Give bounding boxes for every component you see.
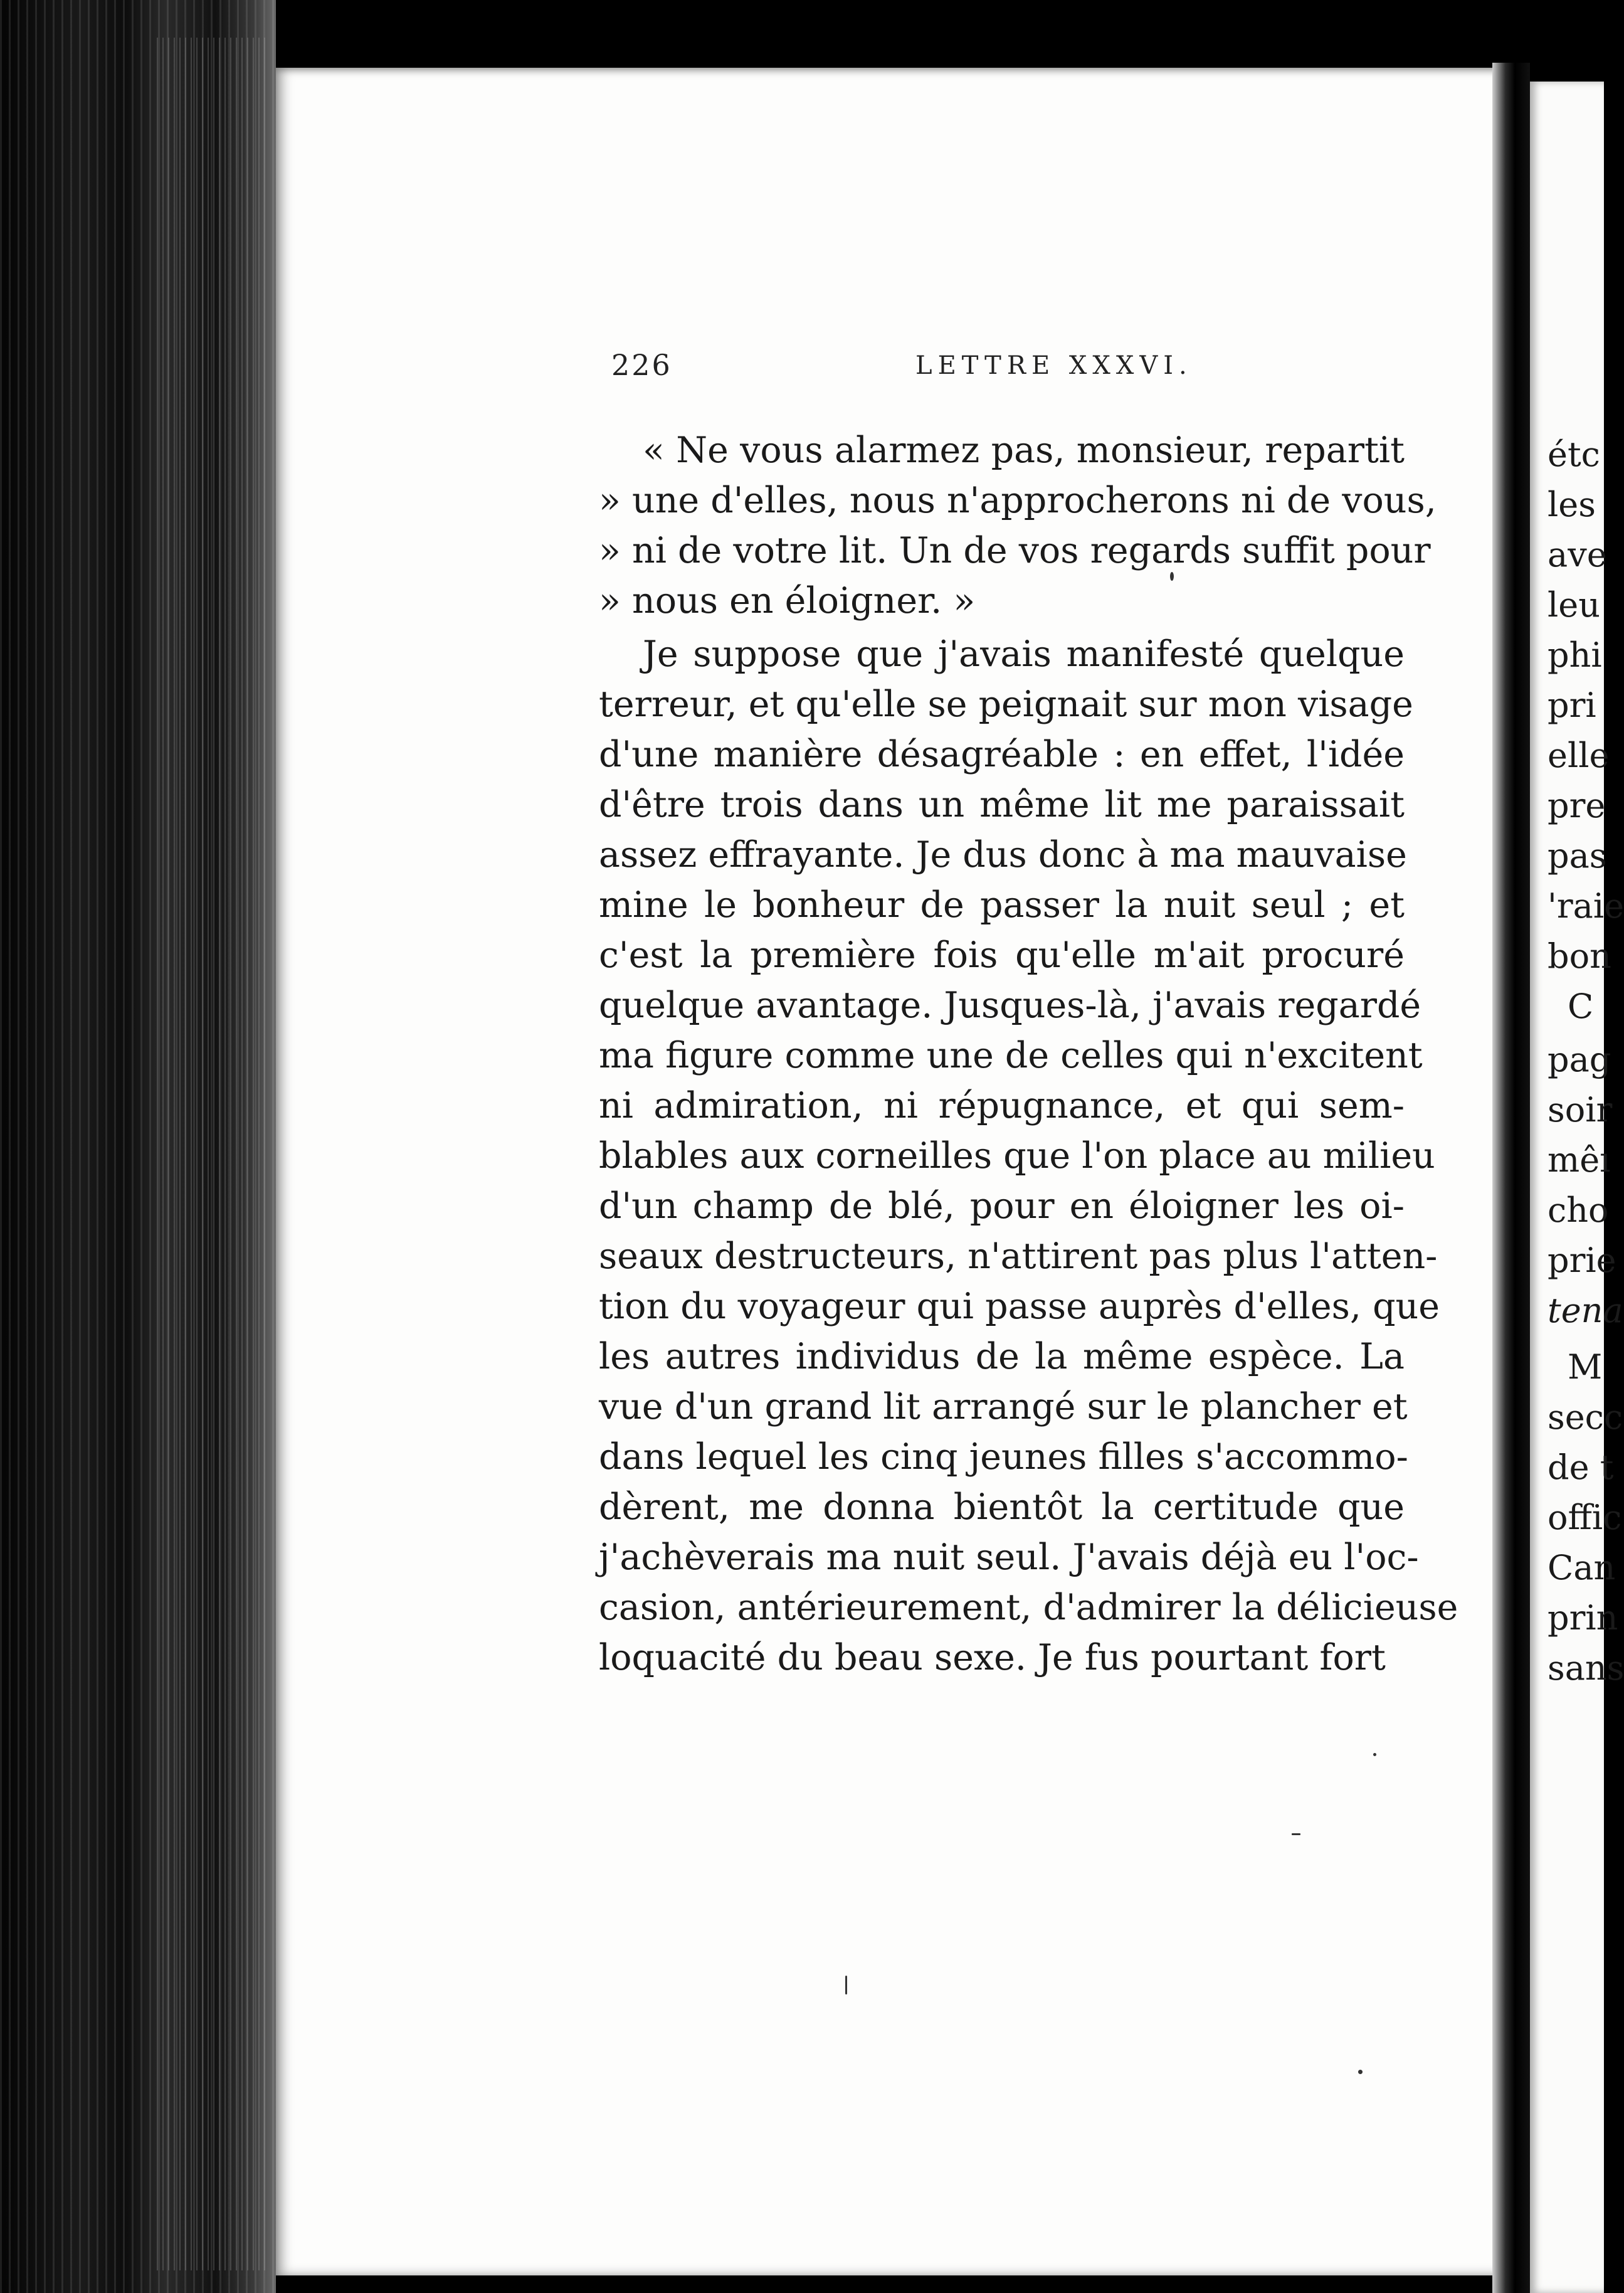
right-page-fragment: bon: [1548, 936, 1611, 976]
right-page-fragment: cho: [1548, 1190, 1609, 1230]
right-page-fragment: pre: [1548, 786, 1606, 825]
ink-speck: [845, 1976, 847, 1994]
right-page-fragment: les: [1548, 485, 1596, 524]
right-page-fragment: ave: [1548, 535, 1607, 575]
page-gutter: [1492, 63, 1530, 2293]
ink-speck: [1373, 1753, 1376, 1756]
text-line: Je suppose que j'avais manifesté quelque: [643, 633, 1405, 675]
text-line: assez effrayante. Je dus donc à ma mauvaise: [599, 834, 1407, 876]
right-page-fragment: étc: [1548, 435, 1600, 474]
right-page-fragment: 'raie: [1548, 886, 1624, 926]
text-line: d'une manière désagréable : en effet, l'idée: [599, 734, 1405, 775]
ink-speck: [1292, 1833, 1300, 1835]
text-line: » une d'elles, nous n'approcherons ni de vous,: [599, 480, 1437, 521]
page-number: 226: [611, 348, 672, 382]
right-page-fragment: de t: [1548, 1448, 1614, 1487]
right-page-fragment: pas: [1548, 836, 1607, 876]
right-page-fragment: pag: [1548, 1040, 1611, 1079]
right-page-fragment: tena: [1548, 1291, 1623, 1330]
right-page-fragment: offic: [1548, 1498, 1622, 1537]
ink-speck: [1358, 2070, 1363, 2074]
right-page-fragment: phi: [1548, 635, 1602, 675]
text-line: dans lequel les cinq jeunes filles s'accommo-: [599, 1436, 1408, 1478]
text-line: ni admiration, ni répugnance, et qui sem-: [599, 1085, 1405, 1126]
text-line: d'être trois dans un même lit me paraissait: [599, 784, 1405, 825]
text-line: » ni de votre lit. Un de vos regards suffit pour: [599, 530, 1431, 571]
text-line: dèrent, me donna bientôt la certitude que: [599, 1486, 1405, 1528]
text-line: loquacité du beau sexe. Je fus pourtant fort: [599, 1637, 1386, 1678]
text-line: seaux destructeurs, n'attirent pas plus l'atten-: [599, 1236, 1438, 1277]
right-page-fragment: mêı: [1548, 1140, 1611, 1180]
text-line: vue d'un grand lit arrangé sur le plancher et: [599, 1386, 1408, 1427]
right-page-fragment: sans: [1548, 1648, 1624, 1688]
running-head: LETTRE XXXVI.: [915, 351, 1193, 380]
ink-speck: [1170, 572, 1174, 581]
text-line: quelque avantage. Jusques-là, j'avais regardé: [599, 985, 1421, 1026]
text-line: c'est la première fois qu'elle m'ait procuré: [599, 935, 1405, 976]
text-line: d'un champ de blé, pour en éloigner les oi-: [599, 1185, 1405, 1227]
right-page-fragment: pri: [1548, 686, 1596, 725]
right-page-fragment: prie: [1548, 1241, 1616, 1280]
right-page-fragment: Can: [1548, 1548, 1616, 1587]
text-line: les autres individus de la même espèce. La: [599, 1336, 1405, 1377]
text-line: mine le bonheur de passer la nuit seul ; et: [599, 884, 1405, 926]
text-line: j'achèverais ma nuit seul. J'avais déjà eu l'oc-: [599, 1537, 1419, 1578]
right-page-fragment: C: [1568, 987, 1594, 1026]
text-line: ma figure comme une de celles qui n'excitent: [599, 1035, 1423, 1076]
text-line: casion, antérieurement, d'admirer la délicieuse: [599, 1587, 1458, 1628]
right-page-fragment: prin: [1548, 1598, 1618, 1638]
text-line: terreur, et qu'elle se peignait sur mon visage: [599, 684, 1413, 725]
right-page-fragment: elle: [1548, 736, 1610, 775]
right-page-fragment: soir: [1548, 1090, 1613, 1130]
text-line: « Ne vous alarmez pas, monsieur, repartit: [643, 430, 1405, 471]
text-line: blables aux corneilles que l'on place au milieu: [599, 1135, 1435, 1177]
text-line: » nous en éloigner. »: [599, 580, 976, 622]
page-edges: [157, 38, 270, 2270]
text-line: tion du voyageur qui passe auprès d'elles, que: [599, 1286, 1440, 1327]
right-page-fragment: M: [1568, 1347, 1603, 1387]
right-page-fragment: secc: [1548, 1397, 1623, 1437]
right-page-fragment: leu: [1548, 585, 1601, 625]
